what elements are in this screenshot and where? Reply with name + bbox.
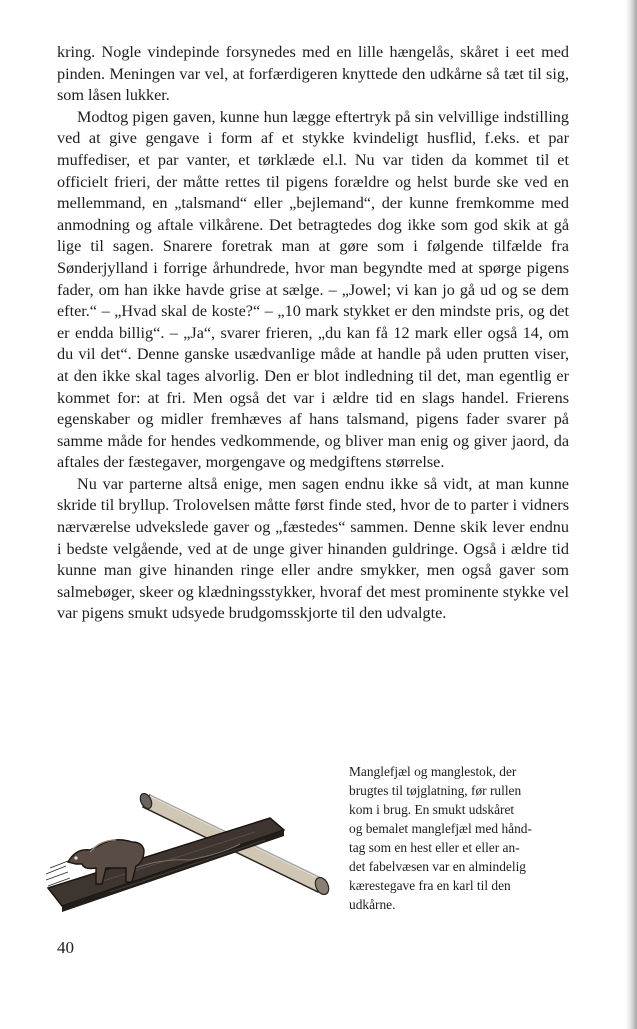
- body-text: [57, 42, 569, 625]
- page-edge-shadow: [625, 0, 637, 1029]
- caption-line: det fabelvæsen var en almindelig: [349, 859, 526, 874]
- caption-line: udkårne.: [349, 897, 396, 912]
- caption-line: brugtes til tøjglatning, før rullen: [349, 783, 522, 798]
- paragraph-3: Nu var parterne altså enige, men sagen endnu ikke så vidt, at man kunne skride til bryllup. Trolovelsen måtte først finde sted, hvor de to parter i vidners nærværelse udvekslede gaver og „fæstedes“ sammen. Denne skik lever endnu i bedste velgående, ved at de unge giver hinanden guldringe. Også i ældre tid kunne man give hinanden ringe eller andre smykker, men også gaver som salmebøger, skeer og klædningsstykker, hvoraf det mest prominente stykke vel var pigens smukt udsyede brudgomsskjorte til den udvalgte.: [57, 474, 569, 623]
- caption-line: Manglefjæl og manglestok, der: [349, 764, 517, 779]
- caption-line: kærestegave fra en karl til den: [349, 878, 511, 893]
- page-number: 40: [57, 938, 74, 957]
- figure-caption: [349, 762, 567, 914]
- paragraph-1: kring. Nogle vindepinde forsynedes med en lille hængelås, skåret i eet med pinden. Meningen var vel, at forfærdigeren knyttede den udkårne så tæt til sig, som låsen lukker.: [57, 43, 569, 105]
- caption-line: kom i brug. En smukt udskåret: [349, 802, 515, 817]
- paragraph-2: Modtog pigen gaven, kunne hun lægge eftertryk på sin velvillige indstilling ved at give gengave i form af et stykke kvindeligt husflid, f.eks. et par muffediser, et par vanter, et tørklæde el.l. Nu var tiden da kommet til et officielt frieri, der måtte rettes til pigens forældre og helst burde ske ved en mellemmand, en „talsmand“ eller „bejlemand“, der kunne fremkomme med anmodning og aftale vilkårene. Det betragtedes dog ikke som god skik at gå lige til sagen. Snarere foretrak man at gøre som i følgende tilfælde fra Sønderjylland i forrige århundrede, hvor man begyndte med at spørge pigens fader, om han ikke havde grise at sælge. – „Jowel; vi kan jo gå ud og se dem efter.“ – „Hvad skal de koste?“ – „10 mark stykket er den mindste pris, og det er endda billig“. – „Ja“, svarer frieren, „du kan få 12 mark eller også 14, om du vil det“. Denne ganske usædvanlige måde at handle på uden prutten viser, at den ikke skal tages alvorlig. Den er blot indledning til det, man egentlig er kommet for: at fri. Men også det var i ældre tid en slags handel. Frierens egenskaber og midler fremhæves af hans talsmand, pigens fader svarer på samme måde for hendes vedkommende, og bliver man enig og giver jaord, da aftales der fæstegaver, morgengave og medgiftens størrelse.: [57, 107, 569, 472]
- caption-line: tag som en hest eller et eller an-: [349, 840, 520, 855]
- mangle-board-illustration: [40, 770, 340, 920]
- caption-line: og bemalet manglefjæl med hånd-: [349, 821, 532, 836]
